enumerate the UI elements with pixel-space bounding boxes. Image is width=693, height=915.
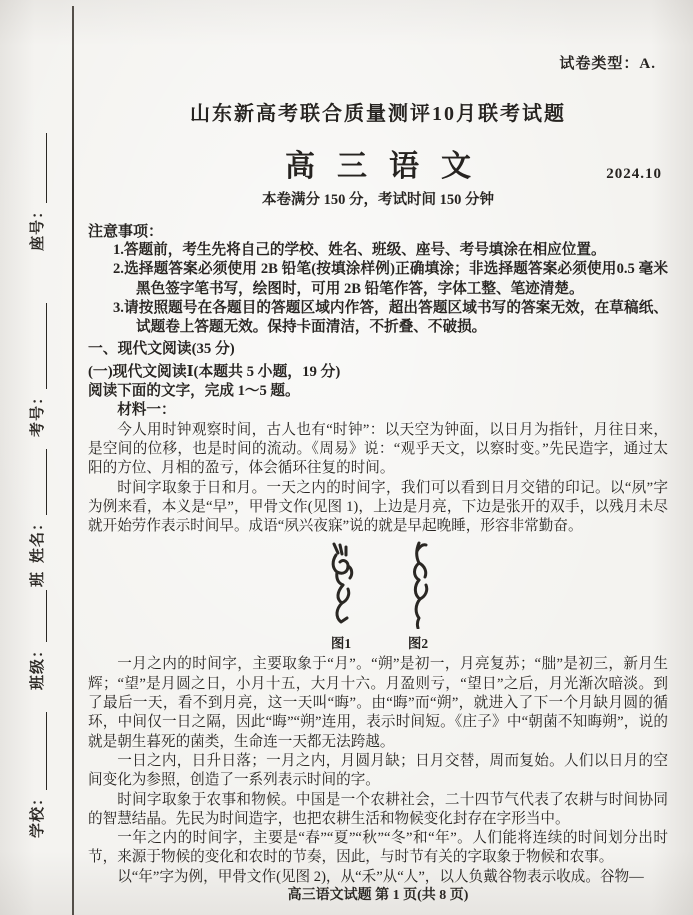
- notice-item-1: 1.答题前，考生先将自己的学校、姓名、班级、座号、考号填涂在相应位置。: [113, 242, 606, 258]
- margin-rule-line: [72, 6, 74, 915]
- reading-instruction: 阅读下面的文字，完成 1～5 题。: [88, 383, 300, 400]
- paper-type-label: 试卷类型：A.: [559, 56, 656, 72]
- subject-title-row: [88, 141, 668, 185]
- field-suffix-class: 班: [29, 570, 46, 587]
- field-blank-seat-number: [32, 133, 47, 203]
- body-paragraph-7: 以“年”字为例，甲骨文作(见图 2)，从“禾”从“人”，以人负戴谷物表示收成。谷物—: [117, 868, 644, 885]
- figure-1-caption: 图1: [330, 636, 352, 652]
- notice-item-2: 2.选择题答案必须使用 2B 铅笔(按填涂样例)正确填涂；非选择题答案必须使用0.5 毫米黑色签字笔书写，绘图时，可用 2B 铅笔作答，字体工整、笔迹清楚。: [113, 261, 668, 297]
- exam-date: 2024.10: [606, 166, 662, 182]
- sidebar-field-seat-number: [26, 133, 47, 251]
- body-paragraph-3: 一月之内的时间字，主要取象于“月”。“朔”是初一，月亮复苏；“朏”是初三，新月生辉；“望”是月圆之日，小月十五，大月十六。月盈则亏，“望日”之后，月光渐次暗淡。到了最后一天，看不到月亮，这一天叫“晦”。由“晦”而“朔”，就进入了下一个月缺月圆的循环，中间仅一日之隔，因此“晦”“朔”连用，表示时间短。《庄子》中“朝菌不知晦朔”，说的就是朝生暮死的菌类，生命连一天都无法跨越。: [88, 656, 668, 750]
- figure-2-caption: 图2: [407, 636, 429, 652]
- page-content: [88, 0, 668, 887]
- body-paragraph-1: 今人用时钟观察时间，古人也有“时钟”：以天空为钟面，以日月为指针，月往日来，是空间的位移，也是时间的流动。《周易》说：“观乎天文，以察时变。”先民造字，通过太阳的方位、月相的盈亏，体会循环往复的时间。: [88, 421, 668, 477]
- subsection-heading: (一)现代文阅读Ⅰ(本题共 5 小题，19 分): [88, 363, 341, 380]
- body-paragraph-2: 时间字取象于日和月。一天之内的时间字，我们可以看到日月交错的印记。以“夙”字为例来看，本义是“早”，甲骨文作(见图 1)，上边是月亮，下边是张开的双手，以残月未尽就开始劳作表示时间早。成语“夙兴夜寐”说的就是早起晚睡，形容非常勤奋。: [88, 479, 668, 535]
- subject-title: 高三语文: [285, 150, 493, 183]
- figure-1: [321, 541, 361, 652]
- sidebar-field-name: [26, 449, 47, 563]
- material-label: 材料一：: [117, 402, 176, 419]
- student-info-sidebar: [8, 72, 64, 872]
- field-blank-name: [32, 449, 47, 515]
- oracle-glyph-nian-icon: [401, 541, 435, 629]
- field-label-class: 班级：: [29, 641, 46, 690]
- page-footer: 高三语文试题 第 1 页(共 8 页): [287, 888, 469, 903]
- field-label-exam-number: 考号：: [29, 388, 46, 437]
- field-blank-school: [32, 712, 47, 790]
- sidebar-field-school: [26, 712, 47, 838]
- figure-2: [401, 541, 435, 652]
- field-label-name: 姓名：: [29, 514, 46, 563]
- section-heading: 一、现代文阅读(35 分): [88, 341, 235, 358]
- body-paragraph-5: 时间字取象于农事和物候。中国是一个农耕社会，二十四节气代表了农耕与时间协同的智慧结晶。先民为时间造字，也把农耕生活和物候变化封存在字形当中。: [88, 791, 668, 827]
- field-blank-exam-number: [32, 303, 47, 389]
- notice-item-3: 3.请按照题号在各题目的答题区域内作答，超出答题区域书写的答案无效，在草稿纸、试题卷上答题无效。保持卡面清洁，不折叠、不破损。: [113, 299, 668, 336]
- notice-heading: 注意事项：: [88, 224, 164, 240]
- body-paragraph-6: 一年之内的时间字，主要是“春”“夏”“秋”“冬”和“年”。人们能将连续的时间划分出时节，来源于物候的变化和农时的节奏，因此，与时节有关的字取象于物候和农事。: [88, 830, 668, 866]
- exam-title: 山东新高考联合质量测评10月联考试题: [190, 103, 566, 125]
- field-label-school: 学校：: [29, 789, 46, 838]
- field-blank-class: [32, 590, 47, 642]
- body-paragraph-4: 一日之内，日升日落；一月之内，月圆月缺；日月交替，周而复始。人们以日月的空间变化为参照，创造了一系列表示时间的字。: [88, 752, 668, 789]
- field-label-seat-number: 座号：: [29, 202, 46, 251]
- figures-row: [88, 541, 668, 652]
- sidebar-field-exam-number: [26, 303, 47, 437]
- oracle-glyph-su-icon: [321, 541, 361, 629]
- exam-info-line: 本卷满分 150 分，考试时间 150 分钟: [262, 192, 494, 208]
- sidebar-field-class: [26, 571, 47, 690]
